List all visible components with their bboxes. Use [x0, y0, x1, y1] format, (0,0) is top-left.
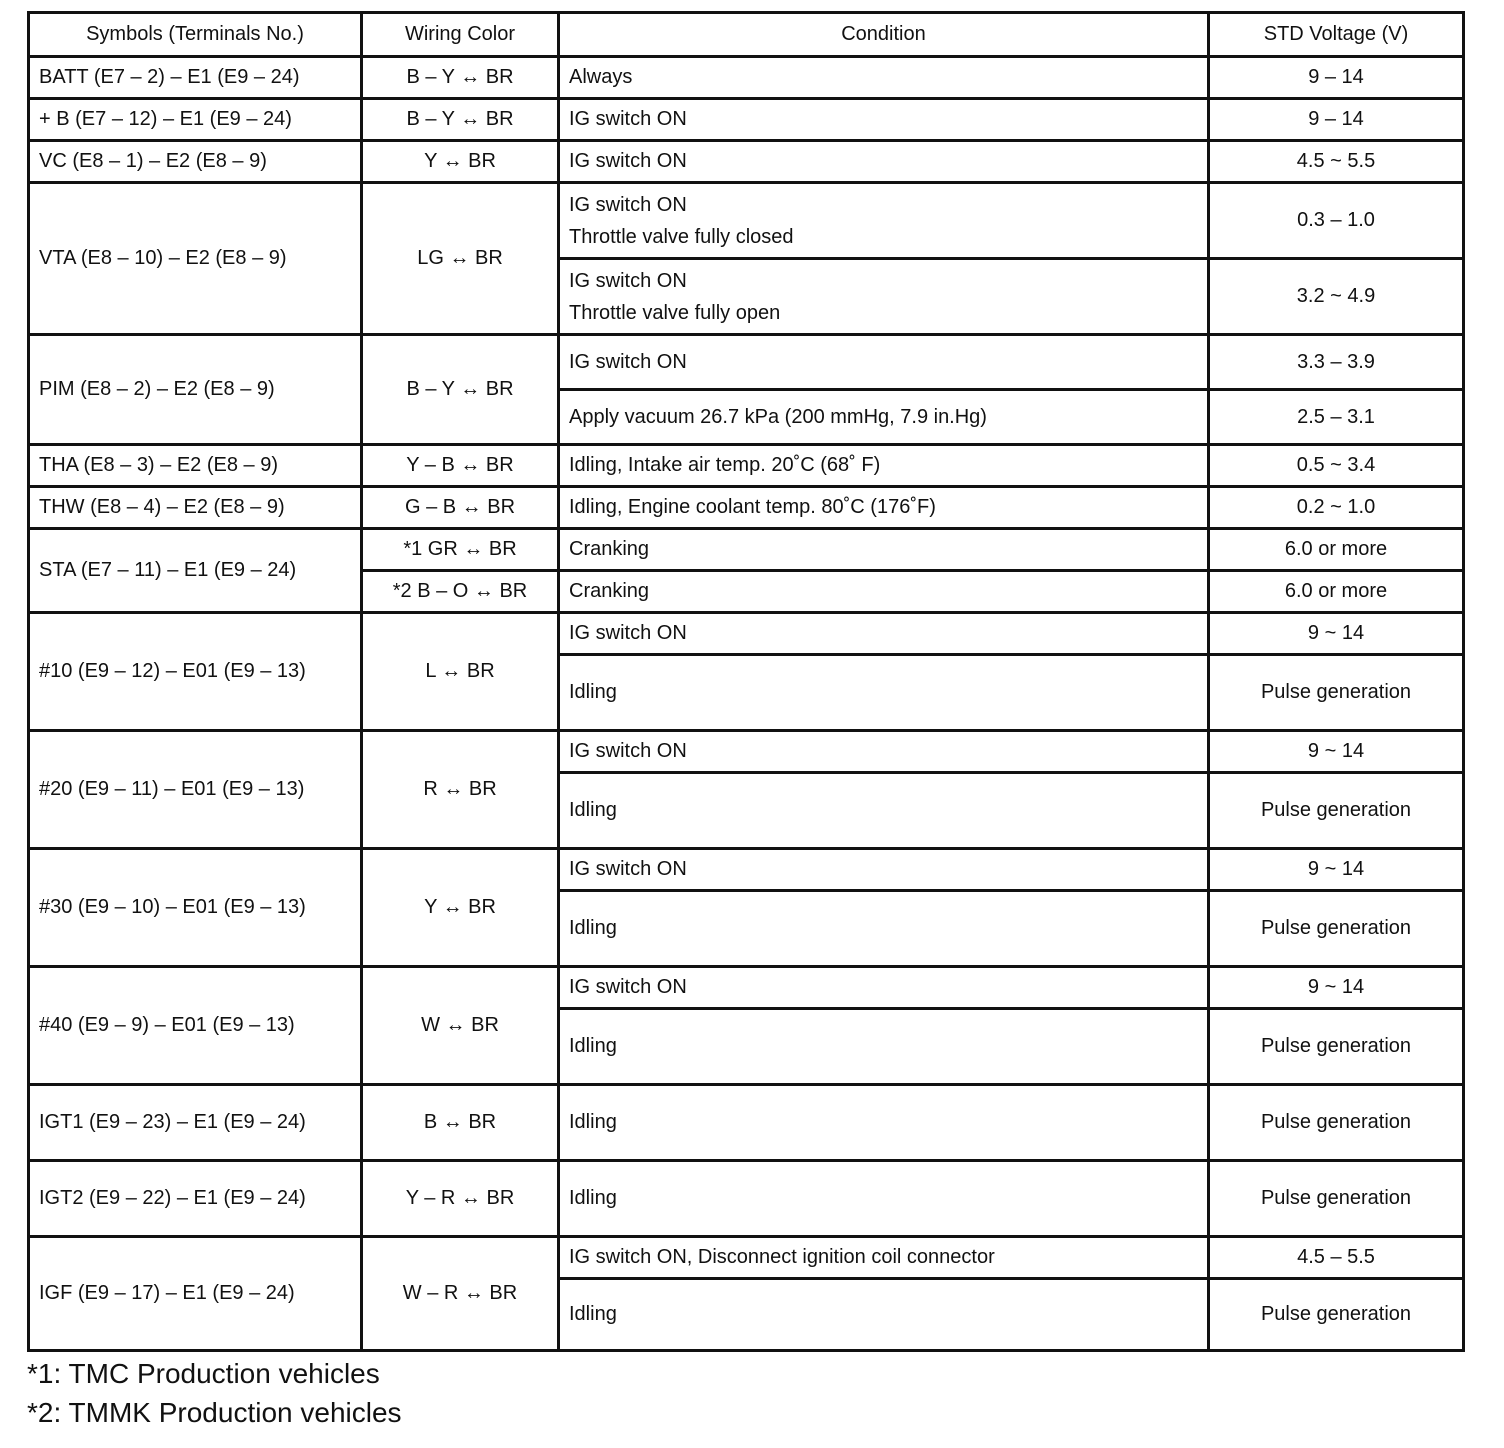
- voltage-cell: 0.3 – 1.0: [1209, 183, 1464, 259]
- voltage-cell: 9 ~ 14: [1209, 849, 1464, 891]
- symbol-cell: PIM (E8 – 2) – E2 (E8 – 9): [29, 335, 362, 445]
- symbol-cell: BATT (E7 – 2) – E1 (E9 – 24): [29, 57, 362, 99]
- voltage-cell: 9 ~ 14: [1209, 731, 1464, 773]
- table-row: [29, 183, 1464, 259]
- symbol-cell: VTA (E8 – 10) – E2 (E8 – 9): [29, 183, 362, 335]
- condition-line: IG switch ON: [569, 193, 687, 216]
- symbol-cell: THW (E8 – 4) – E2 (E8 – 9): [29, 487, 362, 529]
- condition-cell: [559, 183, 1209, 259]
- voltage-cell: 9 – 14: [1209, 57, 1464, 99]
- wiring-cell: B ↔ BR: [362, 1085, 559, 1161]
- condition-cell: Idling, Engine coolant temp. 80˚C (176˚F): [559, 487, 1209, 529]
- condition-line: Throttle valve fully closed: [569, 225, 794, 248]
- wiring-cell: W – R ↔ BR: [362, 1237, 559, 1351]
- header-symbols: Symbols (Terminals No.): [29, 13, 362, 57]
- table-row: [29, 967, 1464, 1009]
- header-condition: Condition: [559, 13, 1209, 57]
- table-row: [29, 1085, 1464, 1161]
- condition-cell: Idling: [559, 655, 1209, 731]
- voltage-cell: 0.2 ~ 1.0: [1209, 487, 1464, 529]
- table-row: [29, 731, 1464, 773]
- voltage-cell: Pulse generation: [1209, 655, 1464, 731]
- condition-cell: IG switch ON: [559, 731, 1209, 773]
- condition-cell: Idling: [559, 1085, 1209, 1161]
- wiring-cell: W ↔ BR: [362, 967, 559, 1085]
- condition-cell: IG switch ON, Disconnect ignition coil connector: [559, 1237, 1209, 1279]
- symbol-cell: VC (E8 – 1) – E2 (E8 – 9): [29, 141, 362, 183]
- wiring-cell: B – Y ↔ BR: [362, 99, 559, 141]
- voltage-cell: 0.5 ~ 3.4: [1209, 445, 1464, 487]
- condition-cell: IG switch ON: [559, 335, 1209, 390]
- voltage-cell: 4.5 ~ 5.5: [1209, 141, 1464, 183]
- symbol-cell: THA (E8 – 3) – E2 (E8 – 9): [29, 445, 362, 487]
- symbol-cell: #20 (E9 – 11) – E01 (E9 – 13): [29, 731, 362, 849]
- voltage-cell: Pulse generation: [1209, 1085, 1464, 1161]
- symbol-cell: #10 (E9 – 12) – E01 (E9 – 13): [29, 613, 362, 731]
- voltage-cell: 9 – 14: [1209, 99, 1464, 141]
- symbol-cell: IGF (E9 – 17) – E1 (E9 – 24): [29, 1237, 362, 1351]
- terminal-voltage-table: [27, 11, 1465, 1352]
- voltage-cell: 2.5 – 3.1: [1209, 390, 1464, 445]
- wiring-cell: *1 GR ↔ BR: [362, 529, 559, 571]
- wiring-cell: *2 B – O ↔ BR: [362, 571, 559, 613]
- condition-cell: IG switch ON: [559, 849, 1209, 891]
- voltage-cell: 9 ~ 14: [1209, 967, 1464, 1009]
- wiring-cell: B – Y ↔ BR: [362, 57, 559, 99]
- header-wiring-color: Wiring Color: [362, 13, 559, 57]
- condition-cell: IG switch ON: [559, 99, 1209, 141]
- table-row: [29, 613, 1464, 655]
- condition-cell: Cranking: [559, 571, 1209, 613]
- table-row: [29, 141, 1464, 183]
- table-row: [29, 1237, 1464, 1279]
- condition-cell: IG switch ON: [559, 613, 1209, 655]
- wiring-cell: L ↔ BR: [362, 613, 559, 731]
- condition-cell: Idling: [559, 1161, 1209, 1237]
- symbol-cell: IGT2 (E9 – 22) – E1 (E9 – 24): [29, 1161, 362, 1237]
- table-row: [29, 335, 1464, 390]
- voltage-cell: Pulse generation: [1209, 1279, 1464, 1351]
- condition-line: Throttle valve fully open: [569, 301, 781, 324]
- voltage-cell: 6.0 or more: [1209, 571, 1464, 613]
- condition-cell: Idling: [559, 1009, 1209, 1085]
- condition-cell: Cranking: [559, 529, 1209, 571]
- voltage-cell: Pulse generation: [1209, 1009, 1464, 1085]
- table-row: [29, 529, 1464, 571]
- voltage-cell: 3.2 ~ 4.9: [1209, 259, 1464, 335]
- header-std-voltage: STD Voltage (V): [1209, 13, 1464, 57]
- footnote-2: *2: TMMK Production vehicles: [27, 1397, 402, 1428]
- header-row: [29, 13, 1464, 57]
- wiring-cell: G – B ↔ BR: [362, 487, 559, 529]
- voltage-cell: Pulse generation: [1209, 773, 1464, 849]
- condition-cell: IG switch ON: [559, 141, 1209, 183]
- condition-cell: Apply vacuum 26.7 kPa (200 mmHg, 7.9 in.Hg): [559, 390, 1209, 445]
- wiring-cell: Y ↔ BR: [362, 849, 559, 967]
- table-row: [29, 57, 1464, 99]
- wiring-cell: R ↔ BR: [362, 731, 559, 849]
- condition-cell: Always: [559, 57, 1209, 99]
- symbol-cell: #30 (E9 – 10) – E01 (E9 – 13): [29, 849, 362, 967]
- table-row: [29, 99, 1464, 141]
- condition-cell: Idling: [559, 891, 1209, 967]
- table-row: [29, 445, 1464, 487]
- wiring-cell: Y – R ↔ BR: [362, 1161, 559, 1237]
- symbol-cell: #40 (E9 – 9) – E01 (E9 – 13): [29, 967, 362, 1085]
- wiring-cell: Y – B ↔ BR: [362, 445, 559, 487]
- voltage-cell: 3.3 – 3.9: [1209, 335, 1464, 390]
- table-row: [29, 1161, 1464, 1237]
- symbol-cell: STA (E7 – 11) – E1 (E9 – 24): [29, 529, 362, 613]
- voltage-cell: 9 ~ 14: [1209, 613, 1464, 655]
- symbol-cell: + B (E7 – 12) – E1 (E9 – 24): [29, 99, 362, 141]
- table-row: [29, 849, 1464, 891]
- condition-cell: Idling: [559, 1279, 1209, 1351]
- condition-cell: IG switch ON: [559, 967, 1209, 1009]
- footnote-1: *1: TMC Production vehicles: [27, 1358, 380, 1389]
- voltage-cell: 4.5 – 5.5: [1209, 1237, 1464, 1279]
- condition-cell: Idling, Intake air temp. 20˚C (68˚ F): [559, 445, 1209, 487]
- condition-cell: Idling: [559, 773, 1209, 849]
- voltage-cell: 6.0 or more: [1209, 529, 1464, 571]
- wiring-cell: B – Y ↔ BR: [362, 335, 559, 445]
- condition-cell: [559, 259, 1209, 335]
- voltage-cell: Pulse generation: [1209, 891, 1464, 967]
- wiring-cell: LG ↔ BR: [362, 183, 559, 335]
- symbol-cell: IGT1 (E9 – 23) – E1 (E9 – 24): [29, 1085, 362, 1161]
- condition-line: IG switch ON: [569, 269, 687, 292]
- wiring-cell: Y ↔ BR: [362, 141, 559, 183]
- table-row: [29, 487, 1464, 529]
- voltage-cell: Pulse generation: [1209, 1161, 1464, 1237]
